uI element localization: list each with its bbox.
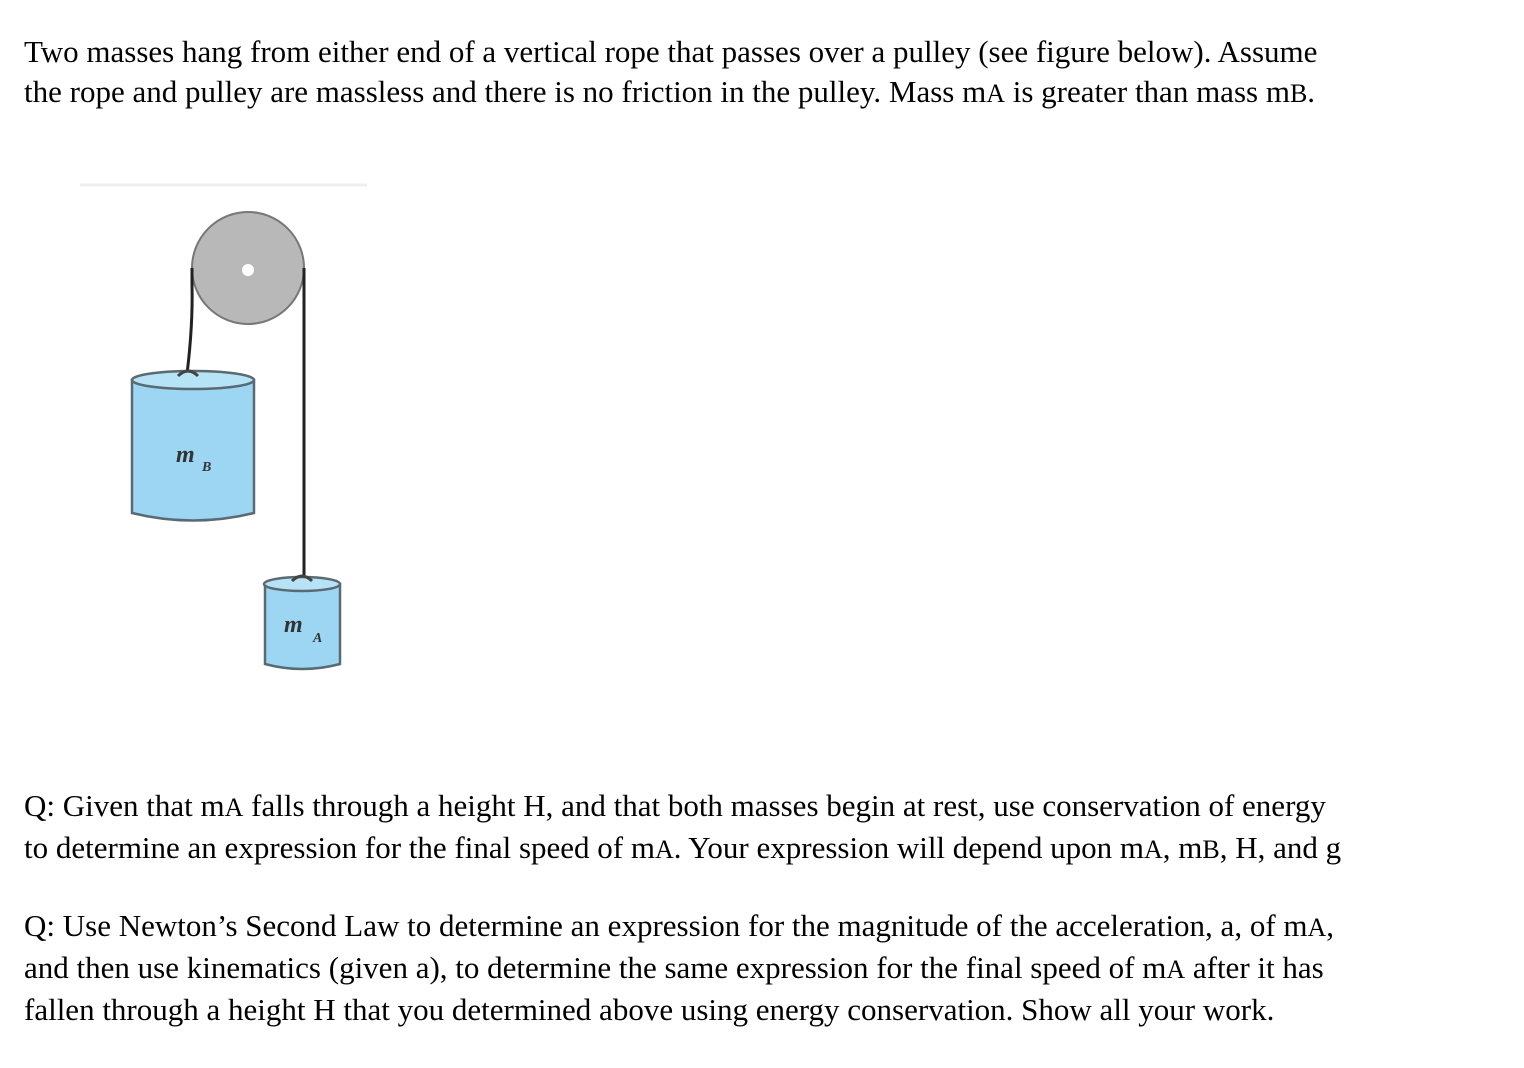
q1-after-a2: . Your expression will depend upon m xyxy=(673,830,1144,865)
q1-tail: , H, and g xyxy=(1219,830,1342,865)
intro-line1: Two masses hang from either end of a vertical rope that passes over a pulley (see figure below). Assume xyxy=(24,34,1318,69)
bucket-ma-rim xyxy=(264,577,340,591)
q1-sub-a1: A xyxy=(224,793,244,822)
q1-prefix: Q: Given that m xyxy=(24,788,225,823)
label-mb-sub: B xyxy=(202,460,212,475)
q2-sub-a1: A xyxy=(1307,913,1327,942)
pulley-diagram xyxy=(80,180,380,680)
label-ma: m xyxy=(284,612,303,638)
q1-sub-a3: A xyxy=(1143,835,1163,864)
q1-sub-a2: A xyxy=(655,835,674,864)
q2-line2-end: after it has xyxy=(1185,950,1324,985)
q2-line2: and then use kinematics (given a), to determine the same expression for the final speed of m xyxy=(24,950,1167,985)
left-rope xyxy=(187,268,192,374)
pulley-axle xyxy=(242,264,254,276)
q2-line3: fallen through a height H that you determined above using energy conservation. Show all your work. xyxy=(24,992,1275,1027)
intro-line2-c: . xyxy=(1307,74,1316,109)
intro-line2-a: the rope and pulley are massless and there is no friction in the pulley. Mass m xyxy=(24,74,987,109)
intro-paragraph xyxy=(24,32,1494,114)
question-2 xyxy=(24,906,1494,1030)
q1-comma1: , m xyxy=(1162,830,1203,865)
q2-sub-a2: A xyxy=(1166,955,1186,984)
pulley-figure xyxy=(80,180,380,680)
q2-line1: Q: Use Newton’s Second Law to determine an expression for the magnitude of the acceleration, a, of m xyxy=(24,908,1308,943)
label-ma-sub: A xyxy=(313,631,323,646)
q1-after-a1: falls through a height H, and that both masses begin at rest, use conservation of energy xyxy=(243,788,1326,823)
intro-line2-b: is greater than mass m xyxy=(1004,74,1290,109)
bucket-mb xyxy=(132,371,254,521)
bucket-ma xyxy=(264,576,340,669)
q1-line2-start: to determine an expression for the final speed of m xyxy=(24,830,655,865)
q2-line1-end: , xyxy=(1326,908,1335,943)
q1-sub-b: B xyxy=(1202,835,1220,864)
sub-a-symbol: A xyxy=(986,79,1005,108)
question-1 xyxy=(24,786,1494,870)
label-mb: m xyxy=(176,442,195,468)
sub-b-symbol: B xyxy=(1289,79,1308,108)
